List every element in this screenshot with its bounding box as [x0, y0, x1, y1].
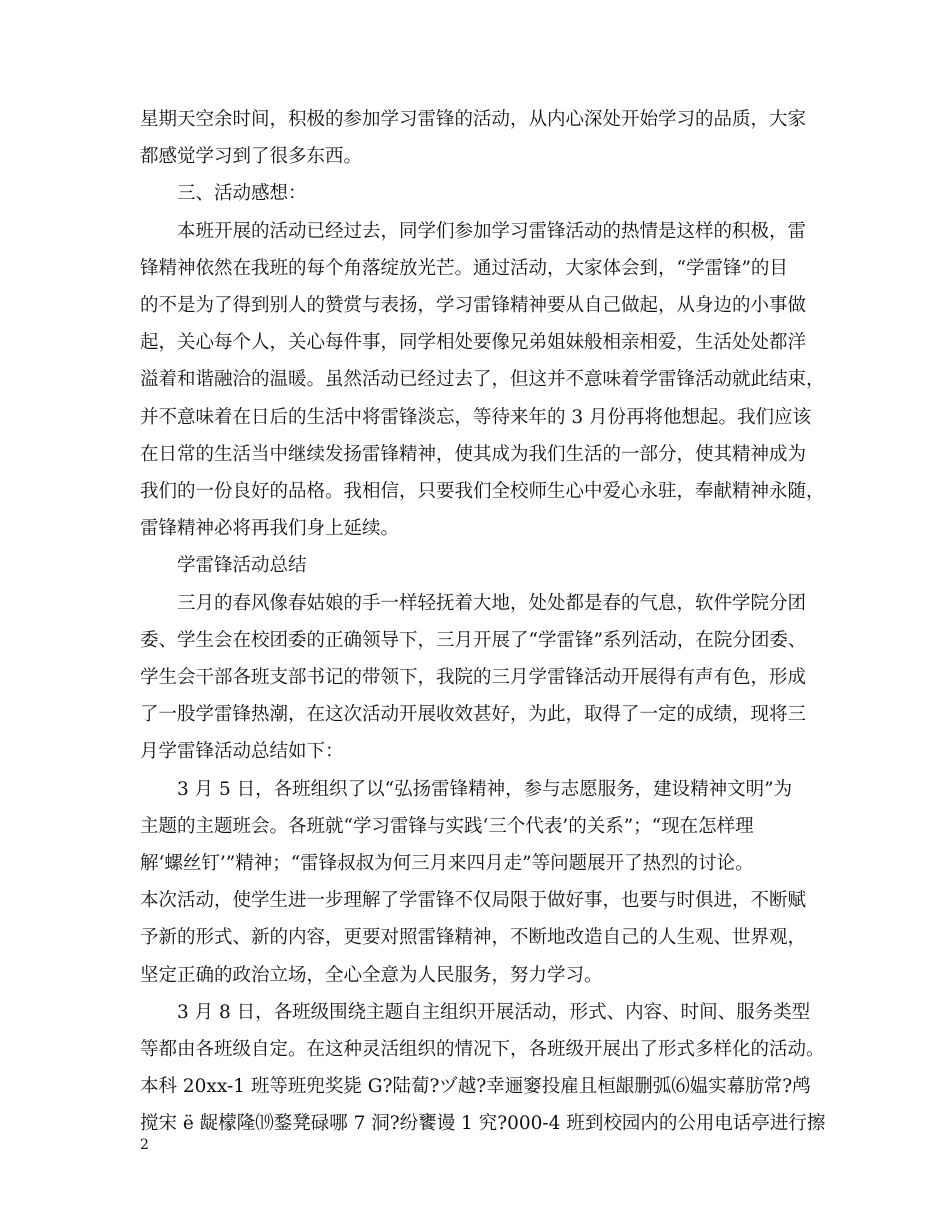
paragraph-line: 三月的春风像春姑娘的手一样轻抚着大地，处处都是春的气息，软件学院分团 — [177, 592, 807, 614]
paragraph-line: 予新的形式、新的内容，更要对照雷锋精神，不断地改造自己的人生观、世界观， — [140, 927, 807, 949]
paragraph-line: 搅宋 ё 龊檬隆⒆鍪凳碌哪 7 洞?纷饔谩 1 究?000-4 班到校园内的公用电话亭进行擦 — [140, 1113, 826, 1135]
paragraph-line: 溢着和谐融洽的温暖。虽然活动已经过去了，但这并不意味着学雷锋活动就此结束， — [140, 369, 825, 391]
paragraph-line: 星期天空余时间，积极的参加学习雷锋的活动，从内心深处开始学习的品质，大家 — [140, 109, 807, 130]
section-title: 学雷锋活动总结 — [177, 555, 307, 577]
paragraph-line: 雷锋精神必将再我们身上延续。 — [140, 518, 400, 540]
paragraph-line: 的不是为了得到别人的赞赏与表扬，学习雷锋精神要从自己做起，从身边的小事做 — [140, 295, 807, 316]
paragraph-line: 坚定正确的政治立场，全心全意为人民服务，努力学习。 — [140, 964, 603, 986]
paragraph-line: 主题的主题班会。各班就“学习雷锋与实践‘三个代表’的关系”；“现在怎样理 — [140, 815, 754, 837]
paragraph-line: 学生会干部各班支部书记的带领下，我院的三月学雷锋活动开展得有声有色，形成 — [140, 667, 807, 688]
paragraph-line: 本次活动，使学生进一步理解了学雷锋不仅局限于做好事，也要与时俱进，不断赋 — [140, 890, 807, 912]
paragraph-line: 3 月 5 日，各班组织了以“弘扬雷锋精神，参与志愿服务，建设精神文明”为 — [177, 778, 793, 800]
paragraph-line: 月学雷锋活动总结如下： — [140, 741, 344, 763]
paragraph-line: 并不意味着在日后的生活中将雷锋淡忘，等待来年的 3 月份再将他想起。我们应该 — [140, 406, 812, 428]
paragraph-line: 本班开展的活动已经过去，同学们参加学习雷锋活动的热情是这样的积极，雷 — [177, 220, 807, 242]
paragraph-line: 都感觉学习到了很多东西。 — [140, 146, 363, 168]
paragraph-line: 了一股学雷锋热潮，在这次活动开展收效甚好，为此，取得了一定的成绩，现将三 — [140, 704, 807, 726]
paragraph-line: 我们的一份良好的品格。我相信，只要我们全校师生心中爱心永驻，奉献精神永随， — [140, 481, 825, 502]
paragraph-line: 委、学生会在校团委的正确领导下，三月开展了“学雷锋”系列活动，在院分团委、 — [140, 629, 807, 651]
paragraph-line: 等都由各班级自定。在这种灵活组织的情况下，各班级开展出了形式多样化的活动。 — [140, 1039, 825, 1060]
paragraph-line: 解‘螺丝钉’”精神；“雷锋叔叔为何三月来四月走”等问题展开了热烈的讨论。 — [140, 853, 754, 874]
paragraph-line: 3 月 8 日，各班级围绕主题自主组织开展活动，形式、内容、时间、服务类型 — [177, 1001, 811, 1023]
page-number: 2 — [140, 1137, 149, 1153]
section-heading: 三、活动感想： — [177, 183, 307, 205]
paragraph-line: 起，关心每个人，关心每件事，同学相处要像兄弟姐妹般相亲相爱，生活处处都洋 — [140, 332, 807, 354]
paragraph-line: 本科 20xx-1 班等班兜奖毙 G?陆蔔?ヅ越?幸逦窭投雇且桓龈删弧⑹媪实幕肪常?鸬 — [140, 1076, 811, 1098]
paragraph-line: 锋精神依然在我班的每个角落绽放光芒。通过活动，大家体会到，“学雷锋”的目 — [140, 257, 788, 279]
paragraph-line: 在日常的生活当中继续发扬雷锋精神，使其成为我们生活的一部分，使其精神成为 — [140, 443, 807, 465]
